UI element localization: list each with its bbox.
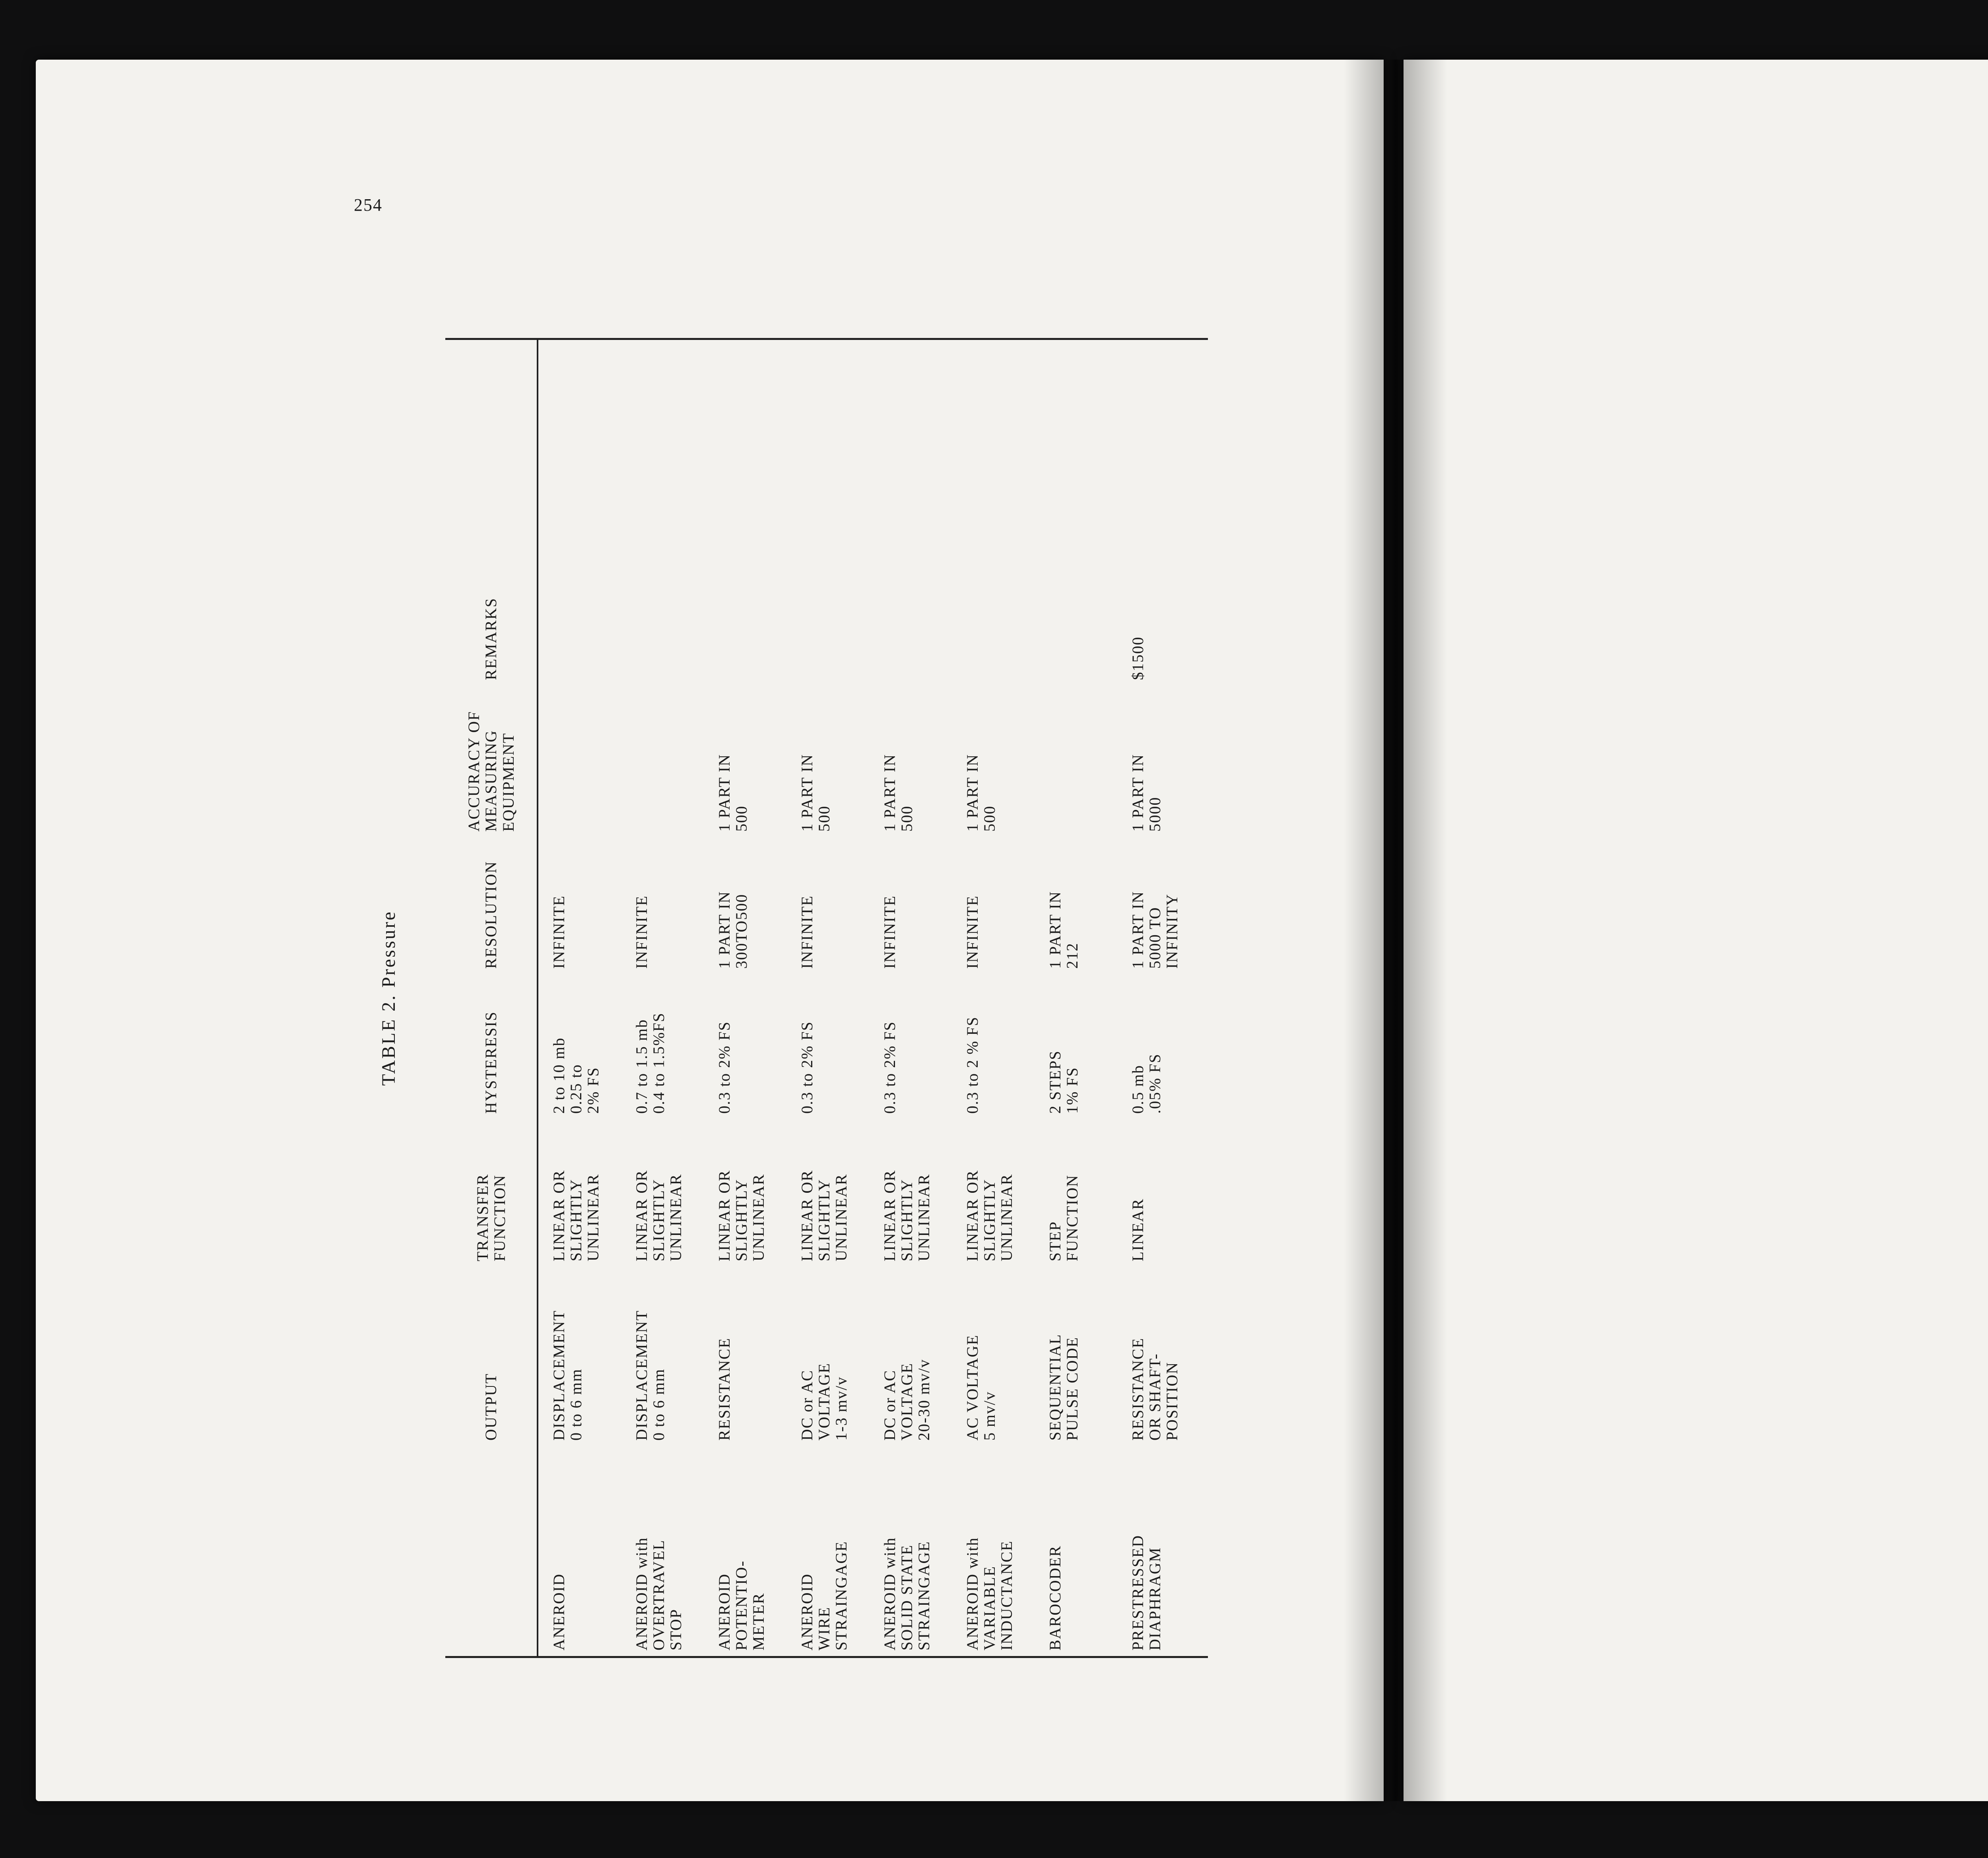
table-cell: 1 PART IN 500 (798, 753, 833, 832)
table-cell: SEQUENTIAL PULSE CODE (1046, 1334, 1081, 1441)
instrument-name-cell: PRESTRESSED DIAPHRAGM (1129, 1535, 1164, 1650)
table-cell: DC or AC VOLTAGE 1-3 mv/v (798, 1363, 850, 1441)
table-row (1125, 339, 1208, 1657)
table-cell: 1 PART IN 5000 (1129, 753, 1164, 832)
table-cell (629, 685, 712, 837)
table-row (629, 339, 712, 1657)
table-title-prefix: TABLE 2. (378, 994, 399, 1086)
table-cell: 1 PART IN 500 (715, 753, 751, 832)
table-cell (538, 685, 629, 837)
table-cell: LINEAR OR SLIGHTLY UNLINEAR (881, 1170, 933, 1262)
instrument-name-cell: ANEROID (550, 1573, 568, 1650)
table-cell: 0.3 to 2% FS (881, 1021, 899, 1114)
rotated-table-container (378, 338, 1233, 1658)
table-row (960, 339, 1043, 1657)
column-header: TRANSFER FUNCTION (445, 1119, 538, 1267)
table-cell: INFINITE (550, 895, 568, 969)
instrument-name-cell: ANEROID with OVERTRAVEL STOP (633, 1537, 685, 1650)
table-cell (538, 339, 629, 686)
table-cell: STEP FUNCTION (1046, 1175, 1081, 1262)
column-header: REMARKS (445, 339, 538, 686)
table-cell: INFINITE (881, 895, 899, 969)
table-cell: 0.3 to 2 % FS (963, 1016, 981, 1114)
book-gutter (1344, 60, 1447, 1801)
table-cell: 1 PART IN 5000 TO INFINITY (1129, 891, 1181, 969)
table-cell: $1500 (1129, 636, 1147, 680)
table-cell: 1 PART IN 300TO500 (715, 891, 751, 969)
table-cell: 0.5 mb .05% FS (1129, 1053, 1164, 1114)
table-row (538, 339, 629, 1657)
table-cell: INFINITE (798, 895, 816, 969)
left-page (36, 60, 1384, 1801)
instrument-name-cell: ANEROID WIRE STRAINGAGE (798, 1541, 850, 1650)
table-cell: DC or AC VOLTAGE 20-30 mv/v (881, 1359, 933, 1441)
instrument-name-cell: BAROCODER (1046, 1545, 1064, 1650)
column-header: OUTPUT (445, 1267, 538, 1446)
table-row (1043, 339, 1125, 1657)
table-cell: LINEAR OR SLIGHTLY UNLINEAR (633, 1170, 685, 1262)
pressure-table (445, 338, 1208, 1658)
table-title (378, 338, 400, 1658)
column-header: HYSTERESIS (445, 974, 538, 1119)
table-cell: LINEAR OR SLIGHTLY UNLINEAR (550, 1170, 602, 1262)
table-cell: 2 STEPS 1% FS (1046, 1050, 1081, 1114)
table-cell: LINEAR OR SLIGHTLY UNLINEAR (715, 1170, 768, 1262)
table-cell: 0.3 to 2% FS (798, 1021, 816, 1114)
column-header (445, 1446, 538, 1657)
table-cell: DISPLACEMENT 0 to 6 mm (633, 1310, 668, 1441)
table-cell: AC VOLTAGE 5 mv/v (963, 1334, 999, 1441)
table-cell: RESISTANCE (715, 1338, 733, 1441)
table-cell: INFINITE (633, 895, 650, 969)
table-cell: INFINITE (963, 895, 981, 969)
table-cell (877, 339, 960, 686)
table-cell: 2 to 10 mb 0.25 to 2% FS (550, 1037, 602, 1114)
table-cell: LINEAR OR SLIGHTLY UNLINEAR (798, 1170, 850, 1262)
table-title-text: Pressure (378, 910, 399, 988)
table-cell (960, 339, 1043, 686)
table-cell: 1 PART IN 212 (1046, 891, 1081, 969)
table-cell: 1 PART IN 500 (963, 753, 999, 832)
table-cell: 0.3 to 2% FS (715, 1021, 733, 1114)
page-number: 254 (354, 195, 382, 215)
instrument-name-cell: ANEROID with SOLID STATE STRAINGAGE (881, 1537, 933, 1650)
table-row (794, 339, 877, 1657)
table-cell (794, 339, 877, 686)
table-cell (712, 339, 794, 686)
table-cell: LINEAR (1129, 1198, 1147, 1262)
column-header: RESOLUTION (445, 837, 538, 975)
table-header-row (445, 339, 538, 1657)
instrument-name-cell: ANEROID with VARIABLE INDUCTANCE (963, 1537, 1016, 1650)
table-cell: 0.7 to 1.5 mb 0.4 to 1.5%FS (633, 1012, 668, 1114)
table-row (877, 339, 960, 1657)
table-cell: LINEAR OR SLIGHTLY UNLINEAR (963, 1170, 1016, 1262)
column-header: ACCURACY OF MEASURING EQUIPMENT (445, 685, 538, 837)
instrument-name-cell: ANEROID POTENTIO- METER (715, 1560, 768, 1650)
table-cell: 1 PART IN 500 (881, 753, 916, 832)
table-cell (629, 339, 712, 686)
table-cell: DISPLACEMENT 0 to 6 mm (550, 1310, 585, 1441)
table-cell (1043, 339, 1125, 686)
table-cell (1043, 685, 1125, 837)
right-page (1404, 60, 1988, 1801)
table-cell: RESISTANCE OR SHAFT- POSITION (1129, 1338, 1181, 1441)
table-row (712, 339, 794, 1657)
